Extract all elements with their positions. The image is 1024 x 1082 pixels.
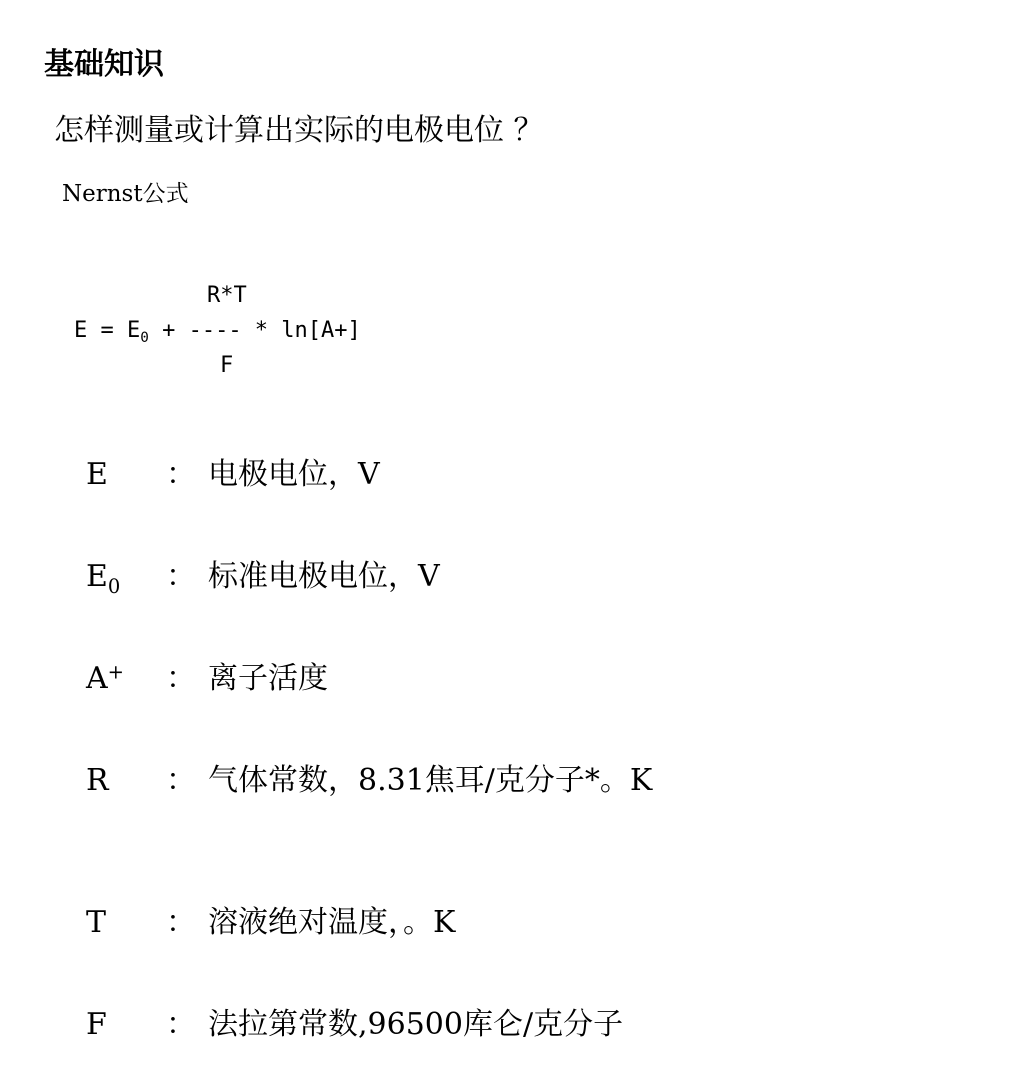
definition-description: 电极电位，V xyxy=(208,457,380,492)
definition-separator: ： xyxy=(166,905,196,940)
formula-denominator: F xyxy=(220,353,234,378)
definition-row xyxy=(86,763,653,808)
definition-symbol: E xyxy=(86,457,108,492)
slide-heading: 基础知识 xyxy=(44,47,164,82)
definition-separator: ： xyxy=(166,457,196,492)
definition-separator: ： xyxy=(166,661,196,696)
formula-rhs: + ---- * ln[A+] xyxy=(148,318,361,343)
definition-symbol: T xyxy=(86,905,107,940)
definitions-list xyxy=(86,400,653,1082)
definition-description: 气体常数，8.31焦耳/克分子*。K xyxy=(208,763,653,798)
nernst-formula xyxy=(74,285,404,380)
formula-lhs-subscript: 0 xyxy=(140,330,149,346)
definition-row xyxy=(86,1007,624,1052)
definition-separator: ： xyxy=(166,559,196,594)
formula-lhs: E = E xyxy=(74,318,141,343)
definition-description: 离子活度 xyxy=(208,661,328,696)
definition-separator: ： xyxy=(166,763,196,798)
definition-description: 标准电极电位，V xyxy=(208,559,440,594)
definition-description: 溶液绝对温度，。K xyxy=(208,905,456,940)
definition-symbol: F xyxy=(86,1007,107,1042)
definition-row xyxy=(86,457,380,502)
definition-row xyxy=(86,660,328,706)
definition-description: 法拉第常数,96500库仑/克分子 xyxy=(208,1007,624,1042)
definition-separator: ： xyxy=(166,1007,196,1042)
definition-symbol: $E_0$ xyxy=(86,559,121,598)
definition-symbol: A+ xyxy=(86,660,125,696)
definition-row xyxy=(86,905,456,950)
question-text: 怎样测量或计算出实际的电极电位 ？ xyxy=(54,113,544,148)
formula-title: Nernst公式 xyxy=(62,181,189,207)
formula-numerator: R*T xyxy=(207,283,247,308)
formula-main-line xyxy=(74,318,361,346)
definition-symbol: R xyxy=(86,763,109,798)
definition-row xyxy=(86,559,440,604)
